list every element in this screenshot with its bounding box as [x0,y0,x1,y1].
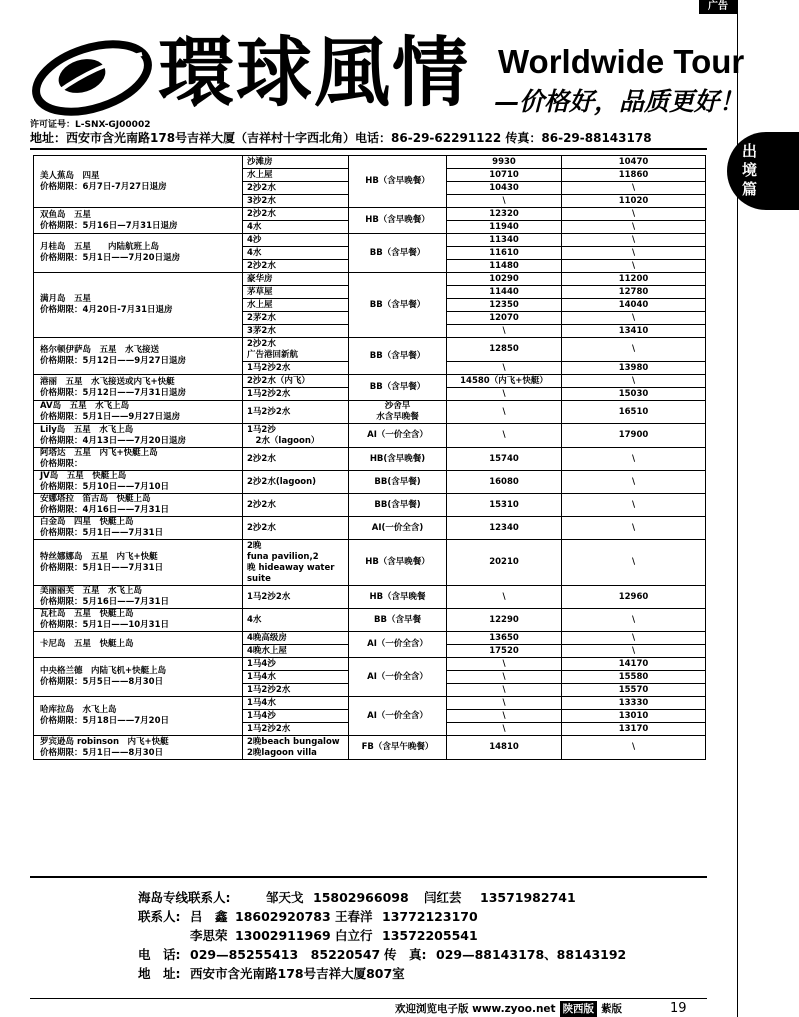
room-type: 1马4水 [243,671,349,684]
island-cell [34,208,243,234]
island-cell [34,448,243,471]
island-cell [34,401,243,424]
room-type: 3茅2水 [243,325,349,338]
price-cell: \ [447,697,562,710]
table-row [34,338,706,362]
price-cell: \ [562,517,706,540]
price-cell: 17900 [562,424,706,448]
island-name: JV岛 五星 快艇上岛 [40,471,127,481]
price-cell: 12340 [447,517,562,540]
divider [30,876,707,878]
fax-value: 029—88143178、88143192 [436,947,627,962]
room-type: 2晚beach bungalow 2晚lagoon villa [243,736,349,760]
price-cell: 13010 [562,710,706,723]
price-cell: \ [562,338,706,362]
room-type: 水上屋 [243,169,349,182]
price-cell: 14810 [447,736,562,760]
price-cell: 14040 [562,299,706,312]
island-cell [34,517,243,540]
ad-tag: 广告 [699,0,737,14]
room-type: 水上屋 [243,299,349,312]
room-type: 2沙2水（内飞） [243,375,349,388]
table-row [34,448,706,471]
price-cell: 12780 [562,286,706,299]
price-period: 价格期限：5月16日——7月31日 [40,597,169,607]
island-cell [34,156,243,208]
room-type: 2沙2水 [243,448,349,471]
price-period: 价格期限：5月12日——7月31日退房 [40,387,186,398]
price-cell: 10430 [447,182,562,195]
island-name: 格尔顿伊萨岛 五星 水飞接送 [40,345,160,355]
price-cell: 12960 [562,586,706,609]
side-tab-label: 出境篇 [742,142,758,198]
price-cell: \ [562,540,706,586]
room-type: 1马2沙2水 [243,388,349,401]
meal-plan: BB（含早餐） [349,234,447,273]
contact-phone: 13772123170 [382,909,478,924]
price-cell: 9930 [447,156,562,169]
price-cell: 11340 [447,234,562,247]
side-tab [727,132,799,210]
island-name: 瓦杜岛 五星 快艇上岛 [40,609,134,619]
price-period: 价格期限：5月1日——8月30日 [40,747,164,758]
price-cell: \ [562,221,706,234]
price-cell: 11610 [447,247,562,260]
price-period: 价格期限：4月13日——7月20日退房 [40,435,186,446]
room-type: 茅草屋 [243,286,349,299]
price-period: 价格期限：4月16日——7月31日 [40,505,169,515]
contact-name: 白立行 [335,928,373,943]
room-type: 1马2沙 2水（lagoon） [243,424,349,448]
island-contact-label: 海岛专线联系人: [138,890,231,905]
price-period: 价格期限：5月5日——8月30日 [40,677,164,687]
price-period: 价格期限：4月20日-7月31日退房 [40,305,173,315]
room-type: 3沙2水 [243,195,349,208]
price-cell: \ [447,362,562,375]
price-cell: 10290 [447,273,562,286]
price-cell: \ [562,234,706,247]
price-cell: \ [447,325,562,338]
price-cell: \ [447,684,562,697]
price-cell: 13410 [562,325,706,338]
table-row [34,273,706,286]
table-row [34,494,706,517]
room-type: 2茅2水 [243,312,349,325]
room-type: 2晚 funa pavilion,2 晚 hideaway water suite [243,540,349,586]
room-type: 4水 [243,221,349,234]
price-cell: 13980 [562,362,706,375]
island-cell [34,540,243,586]
price-cell: 15580 [562,671,706,684]
room-type: 4水 [243,247,349,260]
contact-phone: 18602920783 [235,909,331,924]
room-type: 2沙2水 [243,517,349,540]
price-cell: \ [562,208,706,221]
meal-plan: BB(含早餐) [349,471,447,494]
meal-plan: AI（一价全含） [349,697,447,736]
island-name: 港丽 五星 水飞接送或内飞+快艇 [40,376,175,387]
table-row [34,517,706,540]
price-cell: \ [562,494,706,517]
room-type: 1马2沙2水 [243,586,349,609]
island-cell [34,494,243,517]
tel-value: 029—85255413 85220547 [190,947,381,962]
price-period: 价格期限：5月1日——7月31日 [40,562,164,573]
room-type: 2沙2水 [243,494,349,517]
island-cell [34,471,243,494]
island-name: 白金岛 四星 快艇上岛 [40,517,134,527]
page-number: 19 [670,1001,687,1016]
price-cell: 11860 [562,169,706,182]
price-cell: \ [447,401,562,424]
price-cell: \ [562,182,706,195]
price-cell: \ [447,195,562,208]
room-type: 1马2沙2水 [243,684,349,697]
meal-plan: BB（含早餐） [349,338,447,375]
divider [30,148,707,150]
meal-plan: AI（一价全含） [349,632,447,658]
price-cell: 16080 [447,471,562,494]
room-type: 4晚水上屋 [243,645,349,658]
footer-bar [395,1001,622,1017]
price-cell: 15030 [562,388,706,401]
price-cell: \ [562,609,706,632]
fax-label: 传 真: [384,947,427,962]
contact-name: 王春洋 [335,909,373,924]
price-cell: \ [447,388,562,401]
meal-plan: FB（含早午晚餐） [349,736,447,760]
contact-name: 李思荣 [190,928,228,943]
license-number: 许可证号：L-SNX-GJ00002 [30,120,151,130]
price-cell: \ [447,671,562,684]
meal-plan: HB（含早晚餐 [349,586,447,609]
price-period: 价格期限：6月7日-7月27日退房 [40,181,167,192]
price-cell: 10710 [447,169,562,182]
room-type: 4晚高级房 [243,632,349,645]
island-name: 美人蕉岛 四星 [40,170,100,181]
island-name: 卡尼岛 五星 快艇上岛 [40,639,134,649]
price-cell: 13330 [562,697,706,710]
meal-plan: HB（含早晚餐） [349,208,447,234]
edition-label: 紫版 [601,1003,623,1015]
price-cell: \ [562,645,706,658]
island-cell [34,609,243,632]
price-cell: \ [562,375,706,388]
price-cell: 16510 [562,401,706,424]
room-type: 1马4沙 [243,710,349,723]
meal-plan: HB（含早晚餐） [349,540,447,586]
island-name: 罗宾逊岛 robinson 内飞+快艇 [40,736,169,747]
price-period: 价格期限：5月1日——9月27日退房 [40,412,181,422]
price-cell: \ [562,736,706,760]
table-row [34,540,706,586]
price-cell: \ [562,247,706,260]
room-type: 沙滩房 [243,156,349,169]
footer-promo: 欢迎浏览电子版 www.zyoo.net [395,1003,556,1015]
price-cell: 14170 [562,658,706,671]
price-cell: 11940 [447,221,562,234]
island-name: 阿塔达 五星 内飞+快艇上岛 [40,448,158,458]
island-name: 美丽丽芙 五星 水飞上岛 [40,586,143,596]
globe-logo-icon [30,36,155,116]
island-cell [34,586,243,609]
room-type: 4沙 [243,234,349,247]
price-cell: 13650 [447,632,562,645]
table-row [34,208,706,221]
price-cell: 11440 [447,286,562,299]
meal-plan: HB（含早晚餐） [349,156,447,208]
island-name: 特丝娜娜岛 五星 内飞+快艇 [40,551,158,562]
table-row [34,375,706,388]
room-type: 豪华房 [243,273,349,286]
price-cell: \ [562,632,706,645]
price-cell: 15570 [562,684,706,697]
table-row [34,471,706,494]
contact-label: 联系人: [138,909,181,924]
price-cell: 11200 [562,273,706,286]
room-type: 1马4水 [243,697,349,710]
meal-plan: BB(含早餐) [349,494,447,517]
table-row [34,736,706,760]
table-row [34,697,706,710]
room-type: 1马4沙 [243,658,349,671]
island-name: 安娜塔拉 笛古岛 快艇上岛 [40,494,151,504]
table-row [34,156,706,169]
price-period: 价格期限：5月1日——10月31日 [40,620,169,630]
contact-phone: 13571982741 [480,890,576,905]
island-cell [34,424,243,448]
price-cell: 14580（内飞+快艇） [447,375,562,388]
contact-name: 邹天戈 [266,890,304,905]
divider [30,998,707,999]
meal-plan: AI（一价全含） [349,658,447,697]
table-row [34,658,706,671]
island-name: 哈库拉岛 水飞上岛 [40,705,117,715]
meal-plan: 沙舍早 水含早晚餐 [349,401,447,424]
price-cell: 12290 [447,609,562,632]
price-cell: \ [562,471,706,494]
island-name: 中央格兰德 内陆飞机+快艇上岛 [40,666,167,676]
price-cell: 12350 [447,299,562,312]
price-period: 价格期限：5月12日——9月27日退房 [40,356,186,366]
price-cell: \ [447,723,562,736]
island-cell [34,736,243,760]
price-cell: 15310 [447,494,562,517]
island-name: 双鱼岛 五星 [40,209,92,220]
island-name: AV岛 五星 水飞上岛 [40,401,130,411]
meal-plan: AI（一价全含） [349,424,447,448]
price-cell: \ [562,312,706,325]
room-type: 1马2沙2水 [243,362,349,375]
island-cell [34,338,243,375]
slogan: —价格好，品质更好！ [494,87,745,116]
table-row [34,586,706,609]
price-cell: 13170 [562,723,706,736]
room-type: 1马2沙2水 [243,723,349,736]
price-period: 价格期限： [40,459,83,469]
price-cell: 17520 [447,645,562,658]
room-type: 2沙2水 [243,208,349,221]
brand-name-en: Worldwide Tour [498,43,745,80]
island-name: 月桂岛 五星 内陆航班上岛 [40,242,160,252]
price-cell: 20210 [447,540,562,586]
island-name: Lily岛 五星 水飞上岛 [40,424,134,435]
island-cell [34,658,243,697]
price-cell: \ [447,586,562,609]
price-cell: 11480 [447,260,562,273]
island-cell [34,234,243,273]
island-cell [34,632,243,658]
company-address: 地址：西安市含光南路178号吉祥大厦（吉祥村十字西北角）电话：86-29-62291122 传真：86-29-88143178 [30,131,652,145]
island-cell [34,375,243,401]
price-cell: 11020 [562,195,706,208]
price-cell: \ [447,710,562,723]
room-type: 2沙2水(lagoon) [243,471,349,494]
price-cell: \ [447,424,562,448]
tel-label: 电 话: [138,947,181,962]
price-period: 价格期限：5月16日—7月31日退房 [40,220,178,231]
room-type: 2沙2水 广告港回新航 [243,338,349,362]
island-cell [34,273,243,338]
addr-label: 地 址: [138,966,181,981]
room-type: 1马2沙2水 [243,401,349,424]
price-cell: 12320 [447,208,562,221]
contact-phone: 15802966098 [313,890,409,905]
price-cell: 12070 [447,312,562,325]
edition-badge: 陕西版 [560,1001,598,1017]
meal-plan: BB（含早餐） [349,375,447,401]
price-cell: 12850 [447,338,562,362]
addr-value: 西安市含光南路178号吉祥大厦807室 [190,966,405,981]
table-row [34,234,706,247]
price-period: 价格期限：5月18日——7月20日 [40,716,169,726]
contact-phone: 13572205541 [382,928,478,943]
table-row [34,609,706,632]
island-cell [34,697,243,736]
table-row [34,632,706,645]
table-row [34,424,706,448]
contact-name: 闫红芸 [424,890,462,905]
island-name: 满月岛 五星 [40,294,92,304]
meal-plan: BB（含早餐 [349,609,447,632]
price-table [33,155,706,760]
contact-name: 吕 鑫 [190,909,228,924]
price-period: 价格期限：5月10日——7月10日 [40,482,169,492]
price-period: 价格期限：5月1日——7月31日 [40,528,164,538]
contact-phone: 13002911969 [235,928,331,943]
meal-plan: AI(一价全含) [349,517,447,540]
brand-name: 環球風情 [158,28,470,117]
table-row [34,401,706,424]
price-cell: \ [447,658,562,671]
price-cell: 10470 [562,156,706,169]
price-cell: 15740 [447,448,562,471]
price-period: 价格期限：5月1日——7月20日退房 [40,253,181,263]
price-cell: \ [562,448,706,471]
meal-plan: BB（含早餐） [349,273,447,338]
room-type: 2沙2水 [243,182,349,195]
price-cell: \ [562,260,706,273]
meal-plan: HB(含早晚餐) [349,448,447,471]
room-type: 2沙2水 [243,260,349,273]
room-type: 4水 [243,609,349,632]
